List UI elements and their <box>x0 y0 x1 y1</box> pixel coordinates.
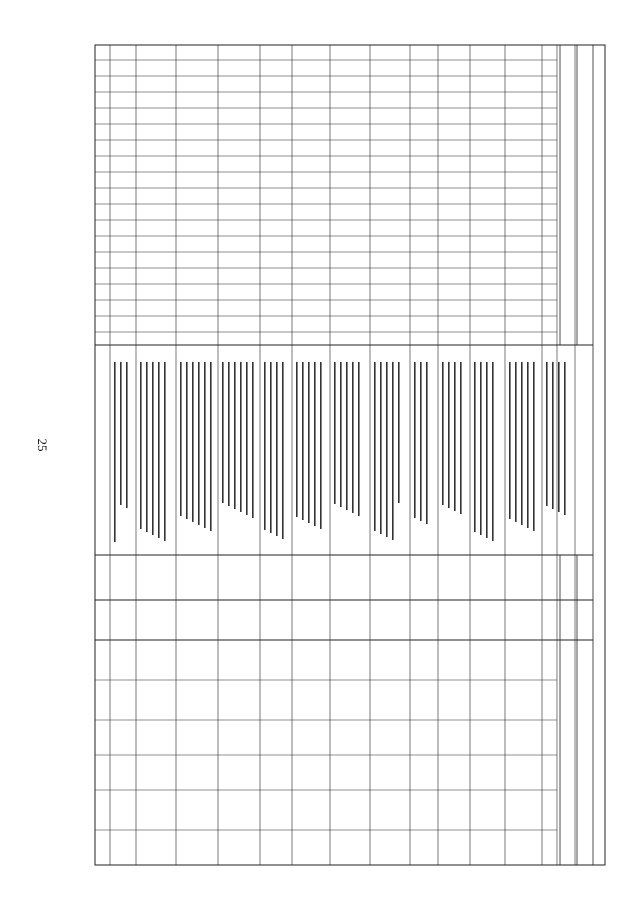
text-line <box>164 362 166 541</box>
text-line <box>296 362 298 517</box>
text-line <box>282 362 284 539</box>
text-line <box>480 362 482 535</box>
text-line <box>180 362 182 516</box>
text-line <box>276 362 278 536</box>
text-line <box>521 362 523 525</box>
text-line <box>114 362 116 542</box>
text-line <box>454 362 456 511</box>
text-line <box>546 362 548 506</box>
text-line <box>334 362 336 504</box>
page-number: 25 <box>35 438 50 452</box>
text-line <box>346 362 348 510</box>
text-line <box>386 362 388 537</box>
text-line <box>486 362 488 538</box>
text-line <box>264 362 266 530</box>
text-line <box>426 362 428 524</box>
text-line <box>120 362 122 505</box>
text-line <box>552 362 554 509</box>
text-line <box>527 362 529 528</box>
text-line <box>158 362 160 538</box>
text-line <box>222 362 224 503</box>
text-line <box>246 362 248 515</box>
text-line <box>308 362 310 523</box>
text-line <box>392 362 394 540</box>
table-text-lines <box>114 362 566 542</box>
text-line <box>340 362 342 507</box>
text-line <box>314 362 316 526</box>
text-line <box>358 362 360 516</box>
text-line <box>252 362 254 518</box>
text-line <box>234 362 236 509</box>
text-line <box>509 362 511 519</box>
text-line <box>533 362 535 531</box>
text-line <box>442 362 444 505</box>
text-line <box>240 362 242 512</box>
text-line <box>448 362 450 508</box>
text-line <box>558 362 560 512</box>
text-line <box>140 362 142 529</box>
text-line <box>515 362 517 522</box>
text-line <box>320 362 322 529</box>
text-line <box>146 362 148 532</box>
text-line <box>374 362 376 531</box>
text-line <box>414 362 416 518</box>
text-line <box>460 362 462 514</box>
text-line <box>398 362 400 503</box>
text-line <box>192 362 194 522</box>
text-line <box>270 362 272 533</box>
text-line <box>474 362 476 532</box>
text-line <box>228 362 230 506</box>
text-line <box>186 362 188 519</box>
text-line <box>204 362 206 528</box>
text-line <box>380 362 382 534</box>
text-line <box>492 362 494 541</box>
text-line <box>352 362 354 513</box>
text-line <box>126 362 128 508</box>
text-line <box>152 362 154 535</box>
text-line <box>210 362 212 531</box>
text-line <box>420 362 422 521</box>
text-line <box>564 362 566 515</box>
text-line <box>198 362 200 525</box>
text-line <box>302 362 304 520</box>
